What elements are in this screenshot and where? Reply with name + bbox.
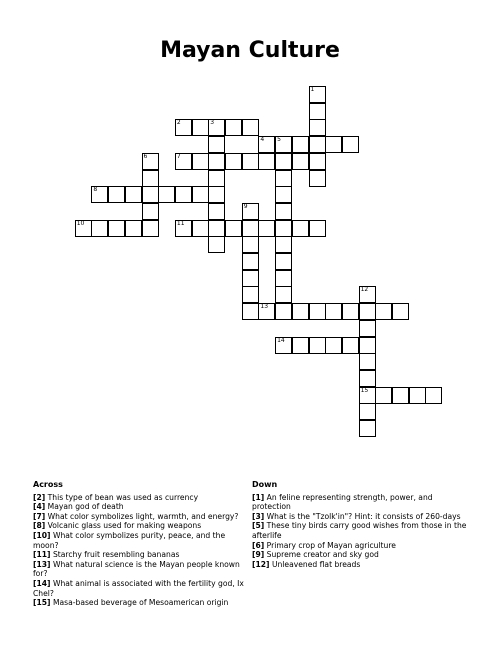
grid-cell[interactable] — [208, 186, 225, 203]
grid-cell[interactable] — [359, 403, 376, 420]
grid-cell[interactable] — [275, 203, 292, 220]
grid-cell[interactable] — [75, 220, 92, 237]
grid-cell[interactable] — [175, 186, 192, 203]
grid-cell[interactable] — [258, 153, 275, 170]
grid-cell[interactable] — [425, 387, 442, 404]
grid-cell[interactable] — [108, 220, 125, 237]
grid-cell[interactable] — [359, 320, 376, 337]
grid-cell[interactable] — [258, 303, 275, 320]
grid-cell[interactable] — [275, 170, 292, 187]
grid-cell[interactable] — [208, 153, 225, 170]
grid-cell[interactable] — [309, 136, 326, 153]
grid-cell[interactable] — [175, 119, 192, 136]
grid-cell[interactable] — [242, 153, 259, 170]
clue-down-9: [9] Supreme creator and sky god — [252, 550, 379, 560]
grid-cell[interactable] — [275, 286, 292, 303]
grid-cell[interactable] — [292, 337, 309, 354]
clue-across-7: [7] What color symbolizes light, warmth, and energy? — [33, 511, 239, 521]
grid-cell[interactable] — [309, 119, 326, 136]
grid-cell[interactable] — [158, 186, 175, 203]
grid-cell[interactable] — [91, 186, 108, 203]
grid-cell[interactable] — [275, 220, 292, 237]
grid-cell[interactable] — [375, 387, 392, 404]
puzzle-title: Mayan Culture — [160, 38, 340, 63]
grid-cell[interactable] — [342, 136, 359, 153]
grid-cell[interactable] — [175, 220, 192, 237]
grid-cell[interactable] — [208, 203, 225, 220]
clue-across-15: [15] Masa-based beverage of Mesoamerican origin — [33, 598, 229, 608]
grid-cell[interactable] — [342, 303, 359, 320]
clue-across-2: [2] This type of bean was used as currency — [33, 492, 199, 502]
grid-cell[interactable] — [142, 153, 159, 170]
grid-cell[interactable] — [325, 337, 342, 354]
clue-number: 3 — [210, 119, 215, 127]
grid-cell[interactable] — [192, 119, 209, 136]
clue-number: 1 — [310, 86, 315, 93]
grid-cell[interactable] — [325, 136, 342, 153]
grid-cell[interactable] — [309, 337, 326, 354]
clue-down-1: [1] An feline representing strength, power, and protection — [252, 492, 433, 512]
grid-cell[interactable] — [359, 420, 376, 437]
grid-cell[interactable] — [292, 303, 309, 320]
grid-cell[interactable] — [142, 186, 159, 203]
grid-cell[interactable] — [292, 220, 309, 237]
grid-cell[interactable] — [275, 136, 292, 153]
clue-across-13: [13] What natural science is the Mayan people known for? — [33, 559, 240, 579]
grid-cell[interactable] — [208, 236, 225, 253]
grid-cell[interactable] — [359, 387, 376, 404]
grid-cell[interactable] — [225, 220, 242, 237]
grid-cell[interactable] — [292, 153, 309, 170]
grid-cell[interactable] — [142, 220, 159, 237]
grid-cell[interactable] — [175, 153, 192, 170]
clue-across-4: [4] Mayan god of death — [33, 502, 124, 512]
grid-cell[interactable] — [359, 353, 376, 370]
grid-cell[interactable] — [409, 387, 426, 404]
grid-cell[interactable] — [392, 387, 409, 404]
across-clues — [33, 480, 248, 608]
grid-cell[interactable] — [225, 153, 242, 170]
grid-cell[interactable] — [309, 153, 326, 170]
grid-cell[interactable] — [91, 220, 108, 237]
grid-cell[interactable] — [242, 220, 259, 237]
clue-number: 6 — [143, 152, 148, 160]
grid-cell[interactable] — [392, 303, 409, 320]
grid-cell[interactable] — [125, 220, 142, 237]
clue-across-14: [14] What animal is associated with the fertility god, Ix Chel? — [33, 578, 244, 598]
grid-cell[interactable] — [275, 236, 292, 253]
clue-number: 14 — [277, 336, 285, 344]
clue-across-10: [10] What color symbolizes purity, peace, and the moon? — [33, 530, 226, 550]
grid-cell[interactable] — [309, 303, 326, 320]
clue-number: 9 — [243, 202, 248, 210]
grid-cell[interactable] — [242, 253, 259, 270]
grid-cell[interactable] — [375, 303, 392, 320]
grid-cell[interactable] — [309, 86, 326, 103]
grid-cell[interactable] — [258, 220, 275, 237]
clue-across-8: [8] Volcanic glass used for making weapons — [33, 521, 202, 531]
grid-cell[interactable] — [208, 136, 225, 153]
grid-cell[interactable] — [359, 286, 376, 303]
grid-cell[interactable] — [242, 119, 259, 136]
grid-cell[interactable] — [309, 170, 326, 187]
clue-number: 5 — [277, 136, 281, 144]
grid-cell[interactable] — [108, 186, 125, 203]
grid-cell[interactable] — [142, 203, 159, 220]
clue-number: 15 — [360, 386, 369, 394]
clue-number: 12 — [360, 286, 369, 294]
grid-cell[interactable] — [192, 186, 209, 203]
grid-cell[interactable] — [125, 186, 142, 203]
grid-cell[interactable] — [142, 170, 159, 187]
clue-down-3: [3] What is the "Tzolk'in"? Hint: it consists of 260-days — [252, 511, 461, 521]
clue-down-12: [12] Unleavened flat breads — [252, 559, 361, 569]
grid-cell[interactable] — [192, 153, 209, 170]
grid-cell[interactable] — [225, 119, 242, 136]
grid-cell[interactable] — [242, 286, 259, 303]
grid-cell[interactable] — [359, 303, 376, 320]
grid-cell[interactable] — [242, 236, 259, 253]
grid-cell[interactable] — [242, 303, 259, 320]
clue-down-5: [5] These tiny birds carry good wishes from those in the afterlife — [252, 521, 467, 540]
clue-number: 4 — [260, 136, 265, 144]
grid-cell[interactable] — [242, 270, 259, 287]
grid-cell[interactable] — [292, 136, 309, 153]
down-heading: Down — [252, 480, 278, 489]
clue-number: 13 — [260, 303, 269, 311]
grid-cell[interactable] — [258, 136, 275, 153]
clue-down-6: [6] Primary crop of Mayan agriculture — [252, 540, 396, 550]
grid-cell[interactable] — [275, 270, 292, 287]
clue-across-11: [11] Starchy fruit resembling bananas — [33, 550, 180, 560]
clue-number: 10 — [76, 219, 85, 227]
grid-cell[interactable] — [208, 170, 225, 187]
down-clues — [252, 480, 472, 569]
grid-cell[interactable] — [275, 303, 292, 320]
grid-cell[interactable] — [275, 337, 292, 354]
grid-cell[interactable] — [342, 337, 359, 354]
clue-number: 7 — [176, 152, 181, 160]
grid-cell[interactable] — [325, 303, 342, 320]
grid-cell[interactable] — [359, 370, 376, 387]
across-heading: Across — [33, 480, 63, 489]
clue-number: 2 — [176, 119, 181, 127]
grid-cell[interactable] — [192, 220, 209, 237]
grid-cell[interactable] — [359, 337, 376, 354]
grid-cell[interactable] — [242, 203, 259, 220]
grid-cell[interactable] — [309, 103, 326, 120]
grid-cell[interactable] — [275, 253, 292, 270]
grid-cell[interactable] — [208, 220, 225, 237]
grid-cell[interactable] — [275, 153, 292, 170]
grid-cell[interactable] — [309, 220, 326, 237]
grid-cell[interactable] — [275, 186, 292, 203]
grid-cell[interactable] — [208, 119, 225, 136]
clue-number: 8 — [93, 186, 98, 194]
clue-number: 11 — [176, 219, 185, 227]
